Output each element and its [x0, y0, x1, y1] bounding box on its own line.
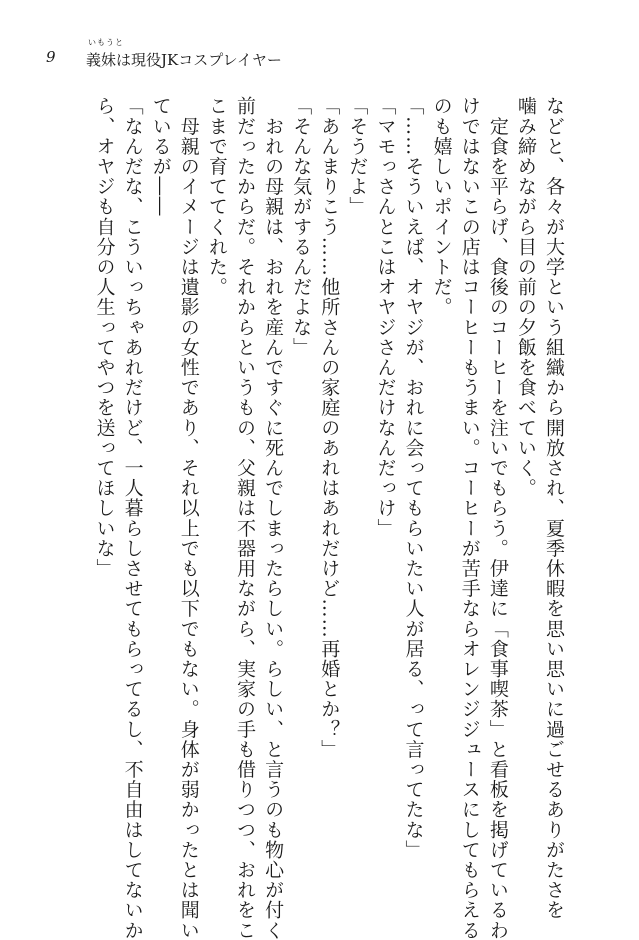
text-line: などと、各々が大学という組織から開放され、夏季休暇を思い思いに過ごせるありがたさを — [543, 96, 565, 921]
running-title-text: 義妹は現役JKコスプレイヤー — [86, 51, 282, 69]
text-line: 前だったからだ。それからというもの、父親は不器用ながら、実家の手も借りつつ、おれをこ — [233, 96, 256, 940]
text-line: ら、オヤジも自分の人生ってやつを送ってほしいな」 — [93, 96, 116, 579]
running-header — [86, 40, 282, 70]
page-number: 9 — [46, 48, 56, 66]
text-line: ているが―― — [149, 96, 172, 217]
text-line: けではないこの店はコーヒーもうまい。コーヒーが苦手ならオレンジジュースにしてもらえる — [458, 96, 481, 940]
text-line: 定食を平らげ、食後のコーヒーを注いでもらう。伊達に「食事喫茶」と看板を掲げているわ — [486, 96, 509, 940]
text-line: 「マモっさんとこはオヤジさんだけなんだっけ」 — [374, 96, 397, 539]
text-line: 「あんまりこう……他所さんの家庭のあれはあれだけど……再婚とか？」 — [318, 96, 341, 760]
title-ruby: いもうと — [88, 38, 124, 47]
text-line: 噛み締めながら目の前の夕飯を食べていく。 — [514, 96, 537, 498]
text-line: 「そうだよ」 — [346, 96, 369, 217]
text-line: 「そんな気がするんだよな」 — [290, 96, 313, 358]
text-line: のも嬉しいポイントだ。 — [430, 96, 453, 318]
vertical-text-body — [62, 96, 568, 940]
text-line: 「……そういえば、オヤジが、おれに会ってもらいたい人が居る、って言ってたな」 — [402, 96, 425, 860]
text-line: おれの母親は、おれを産んですぐに死んでしまったらしい。らしい、と言うのも物心が付く — [262, 96, 285, 940]
text-line: こまで育ててくれた。 — [205, 96, 228, 297]
running-title — [86, 38, 282, 70]
text-line: 「なんだな、こういっちゃあれだけど、一人暮らしさせてもらってるし、不自由はしてないか — [121, 96, 144, 940]
text-line: 母親のイメージは遺影の女性であり、それ以上でも以下でもない。身体が弱かったとは聞い — [177, 96, 200, 940]
